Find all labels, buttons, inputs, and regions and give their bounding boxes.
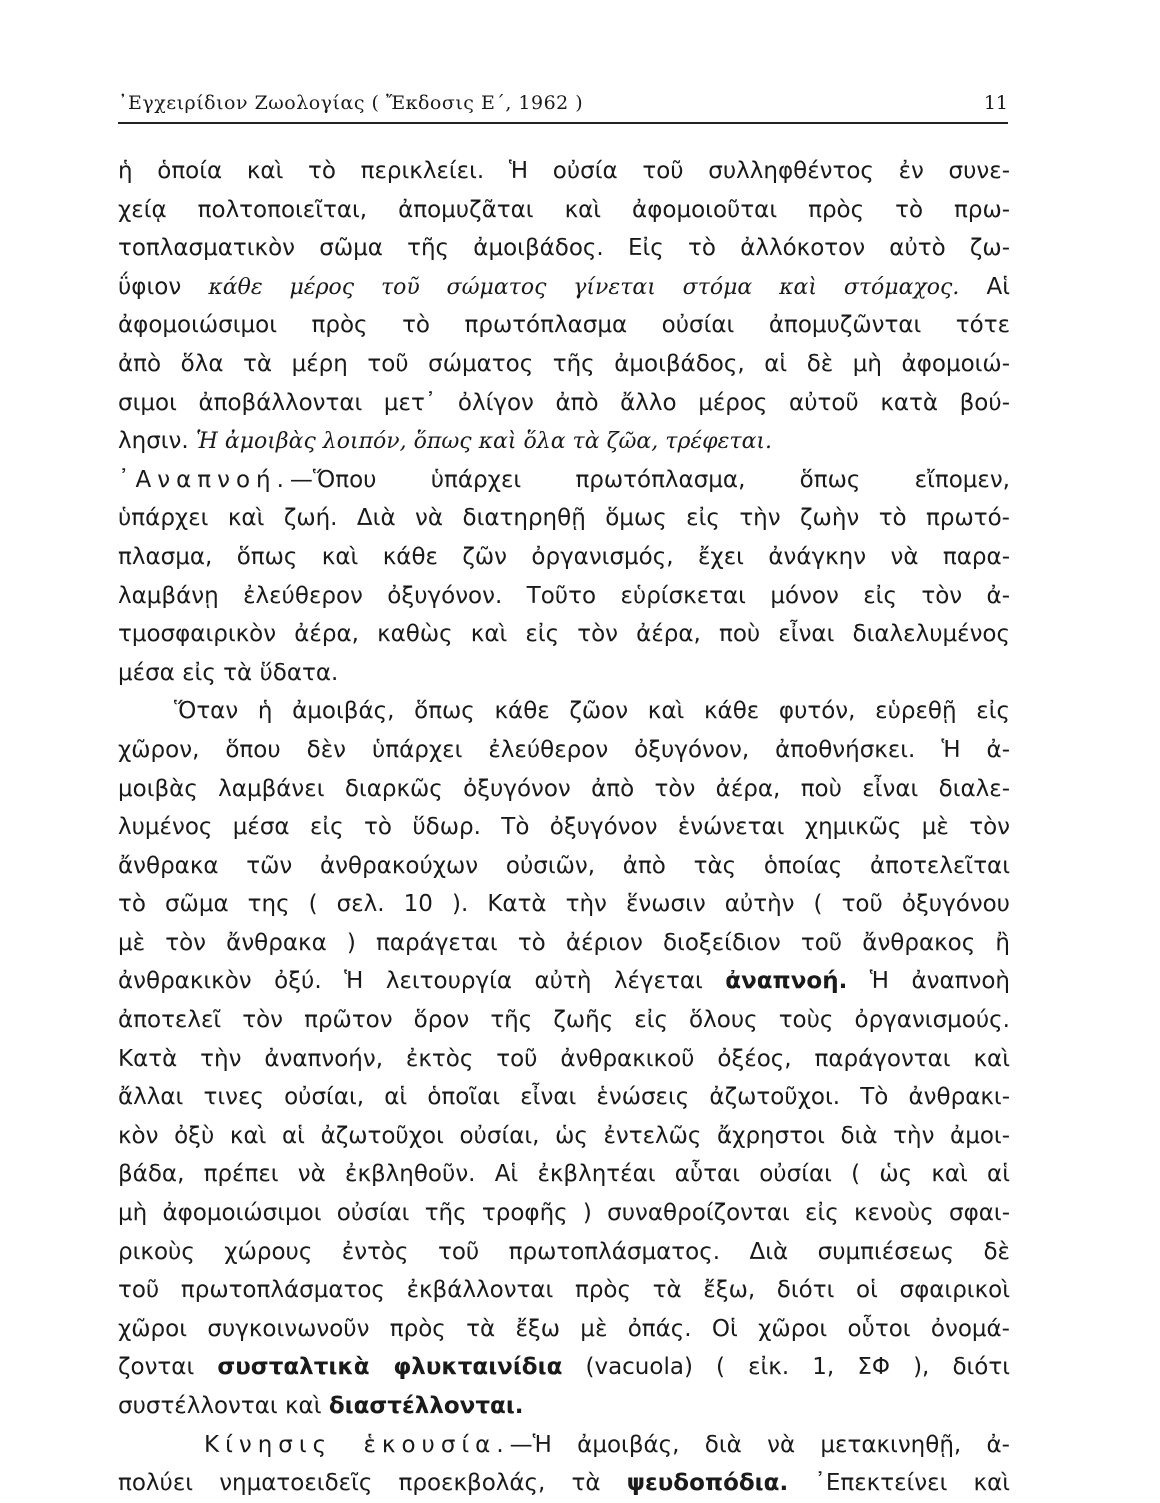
section-heading-line: [118, 461, 1010, 500]
text-line: χῶρον, ὅπου δὲν ὑπάρχει ἐλεύθερον ὀξυγόνον, ἀποθνήσκει. Ἡ ἀ-: [118, 736, 1010, 763]
text-line: [118, 422, 1010, 461]
section-heading-line: [118, 1426, 1010, 1465]
text-fragment: Ἡ ἀναπνοὴ: [869, 968, 1010, 995]
text-fragment: συστέλλονται καὶ: [118, 1393, 322, 1419]
text-line: μὴ ἀφομοιώσιμοι οὐσίαι τῆς τροφῆς ) συναθροίζονται εἰς κενοὺς σφαι-: [118, 1200, 1010, 1227]
italic-emphasis: Ἡ ἀμοιβὰς λοιπόν, ὅπως καὶ ὅλα τὰ ζῶα, τρέφεται.: [196, 429, 773, 455]
text-line: βάδα, πρέπει νὰ ἐκβληθοῦν. Αἱ ἐκβλητέαι αὗται οὐσίαι ( ὡς καὶ αἱ: [118, 1161, 1010, 1188]
running-header: [118, 88, 1008, 124]
text-fragment: —Ἡ ἀμοιβάς, διὰ νὰ μετακινηθῇ, ἀ-: [509, 1431, 1010, 1458]
text-line: Ὅταν ἡ ἀμοιβάς, ὅπως κάθε ζῶον καὶ κάθε φυτόν, εὑρεθῇ εἰς: [174, 698, 1010, 725]
text-line: μοιβὰς λαμβάνει διαρκῶς ὀξυγόνον ἀπὸ τὸν ἀέρα, ποὺ εἶναι διαλε-: [118, 775, 1010, 802]
text-line: ἄνθρακα τῶν ἀνθρακούχων οὐσιῶν, ἀπὸ τὰς ὁποίας ἀποτελεῖται: [118, 852, 1010, 879]
text-fragment: ἀνθρακικὸν ὀξύ. Ἡ λειτουργία αὐτὴ λέγεται: [118, 968, 703, 995]
bold-term-vacuoles: συσταλτικὰ φλυκταινίδια: [217, 1354, 563, 1381]
text-line: [118, 962, 1010, 1001]
text-fragment: ζονται: [118, 1354, 195, 1381]
bold-term-diastellontai: διαστέλλονται.: [328, 1393, 524, 1419]
text-line: τὸ σῶμα της ( σελ. 10 ). Κατὰ τὴν ἕνωσιν αὐτὴν ( τοῦ ὀξυγόνου: [118, 891, 1010, 918]
text-line: τμοσφαιρικὸν ἀέρα, καθὼς καὶ εἰς τὸν ἀέρα, ποὺ εἶναι διαλελυμένος: [118, 621, 1010, 648]
text-line: μέσα εἰς τὰ ὕδατα.: [118, 659, 339, 686]
text-line: χῶροι συγκοινωνοῦν πρὸς τὰ ἔξω μὲ ὀπάς. Οἱ χῶροι οὗτοι ὀνομά-: [118, 1315, 1010, 1342]
text-fragment: (vacuola) ( εἰκ. 1, ΣΦ ), διότι: [585, 1354, 1010, 1381]
text-line: πλασμα, ὅπως καὶ κάθε ζῶν ὀργανισμός, ἔχει ἀνάγκην νὰ παρα-: [118, 543, 1010, 570]
text-line: ἀπὸ ὅλα τὰ μέρη τοῦ σώματος τῆς ἀμοιβάδος, αἱ δὲ μὴ ἀφομοιώ-: [118, 350, 1010, 377]
text-line: [118, 268, 1010, 307]
text-line: λαμβάνῃ ἐλεύθερον ὀξυγόνον. Τοῦτο εὑρίσκεται μόνον εἰς τὸν ἀ-: [118, 582, 1010, 609]
text-line: [118, 1464, 1010, 1503]
text-line: τοπλασματικὸν σῶμα τῆς ἀμοιβάδος. Εἰς τὸ ἀλλόκοτον αὐτὸ ζω-: [118, 235, 1010, 262]
italic-emphasis: κάθε μέρος τοῦ σώματος γίνεται στόμα καὶ στόμαχος.: [208, 274, 960, 300]
text-line: ἡ ὁποία καὶ τὸ περικλείει. Ἡ οὐσία τοῦ συλληφθέντος ἐν συνε-: [118, 158, 1010, 184]
bold-term-anapnoi: ἀναπνοή.: [725, 968, 848, 995]
text-line: ἄλλαι τινες οὐσίαι, αἱ ὁποῖαι εἶναι ἑνώσεις ἀζωτοῦχοι. Τὸ ἀνθρακι-: [118, 1084, 1010, 1111]
book-title: ᾿Εγχειρίδιον Ζωολογίας ( Ἔκδοσις Ε΄, 1962 ): [118, 92, 584, 114]
text-line: σιμοι ἀποβάλλονται μετ᾿ ὀλίγον ἀπὸ ἄλλο μέρος αὐτοῦ κατὰ βού-: [118, 389, 1010, 416]
text-line: [118, 1387, 1010, 1426]
text-line: ρικοὺς χώρους ἐντὸς τοῦ πρωτοπλάσματος. Διὰ συμπιέσεως δὲ: [118, 1238, 1010, 1265]
bold-term-pseudopodia: ψευδοπόδια.: [626, 1470, 789, 1497]
text-line: χείᾳ πολτοποιεῖται, ἀπομυζᾶται καὶ ἀφομοιοῦται πρὸς τὸ πρω-: [118, 196, 1010, 223]
text-line: Κατὰ τὴν ἀναπνοήν, ἐκτὸς τοῦ ἀνθρακικοῦ ὀξέος, παράγονται καὶ: [118, 1045, 1010, 1072]
text-line: μὲ τὸν ἄνθρακα ) παράγεται τὸ ἀέριον διοξείδιον τοῦ ἄνθρακος ἢ: [118, 929, 1010, 956]
text-fragment: Αἱ: [986, 273, 1010, 300]
text-fragment: ΰφιον: [118, 273, 182, 300]
text-line: τοῦ πρωτοπλάσματος ἐκβάλλονται πρὸς τὰ ἔξω, διότι οἱ σφαιρικοὶ: [118, 1277, 1010, 1304]
text-line: [118, 1348, 1010, 1387]
text-fragment: —Ὅπου ὑπάρχει πρωτόπλασμα, ὅπως εἴπομεν,: [289, 466, 1010, 493]
text-line: ἀφομοιώσιμοι πρὸς τὸ πρωτόπλασμα οὐσίαι ἀπομυζῶνται τότε: [118, 312, 1010, 339]
section-heading-kinisis: Κίνησις ἑκουσία.: [204, 1431, 510, 1458]
text-fragment: πολύει νηματοειδεῖς προεκβολάς, τὰ: [118, 1470, 601, 1497]
text-line: λυμένος μέσα εἰς τὸ ὕδωρ. Τὸ ὀξυγόνον ἑνώνεται χημικῶς μὲ τὸν: [118, 814, 1010, 841]
text-line: κὸν ὀξὺ καὶ αἱ ἀζωτοῦχοι οὐσίαι, ὡς ἐντελῶς ἄχρηστοι διὰ τὴν ἀμοι-: [118, 1122, 1010, 1149]
text-fragment: λησιν.: [118, 428, 189, 455]
page-number: 11: [983, 92, 1008, 114]
text-fragment: ᾿Επεκτείνει καὶ: [814, 1470, 1010, 1497]
text-line: ἀποτελεῖ τὸν πρῶτον ὅρον τῆς ζωῆς εἰς ὅλους τοὺς ὀργανισμούς.: [118, 1007, 1010, 1034]
body-text: [118, 152, 1010, 1503]
text-line: ὑπάρχει καὶ ζωή. Διὰ νὰ διατηρηθῇ ὅμως εἰς τὴν ζωὴν τὸ πρωτό-: [118, 505, 1010, 532]
section-heading-anapnoi: ᾿Αναπνοή.: [118, 466, 290, 493]
